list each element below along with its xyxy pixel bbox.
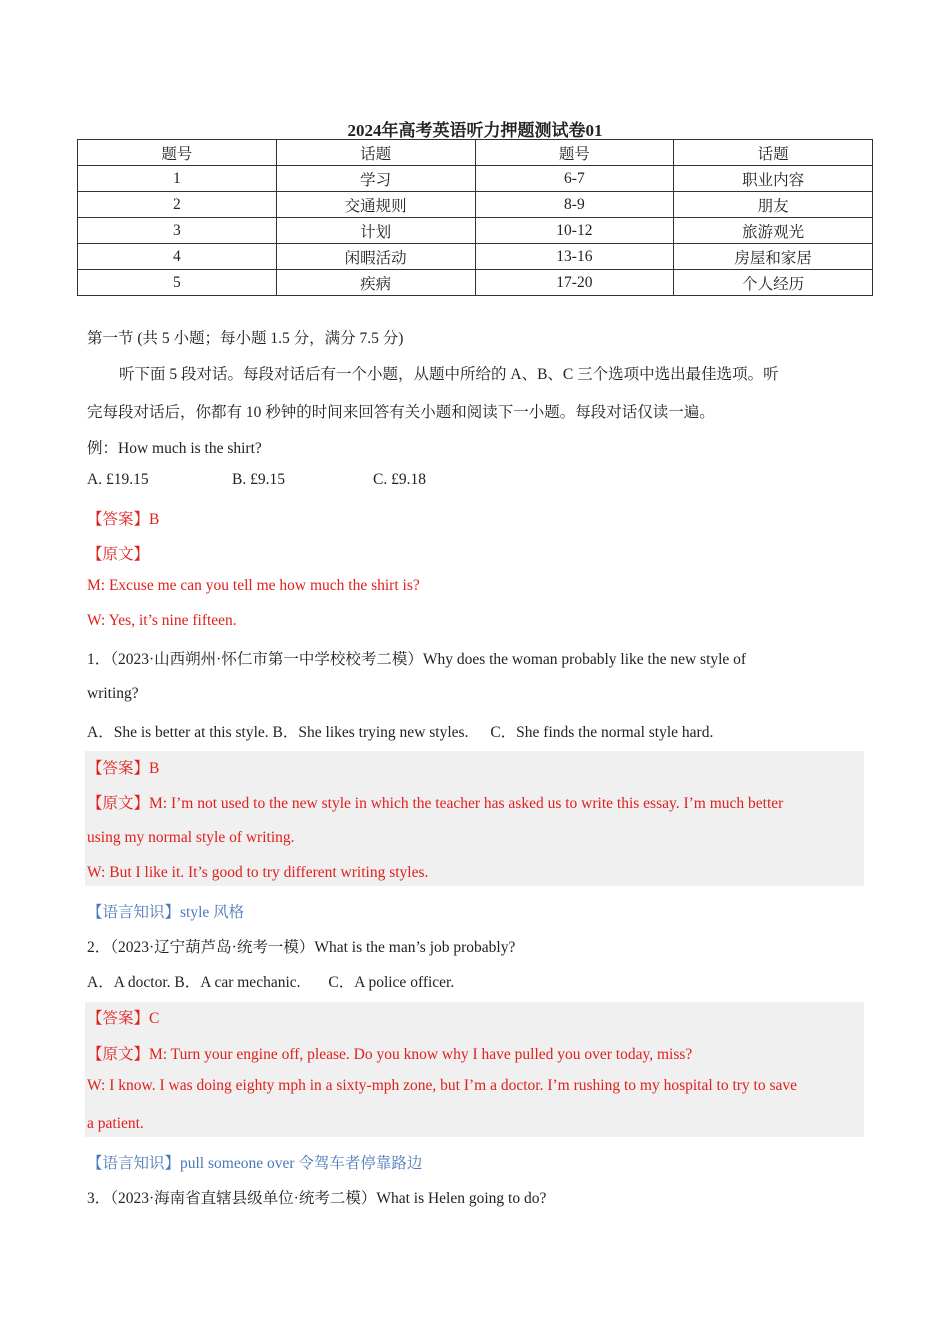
- table-cell: 2: [78, 192, 277, 218]
- option-c: C．She finds the normal style hard.: [490, 724, 714, 741]
- question-2-options: [87, 970, 454, 992]
- example-options: [87, 471, 426, 489]
- example-question: 例：How much is the shirt?: [87, 440, 262, 457]
- option-c: C. £9.18: [373, 471, 426, 488]
- question-2-knowledge: 【语言知识】pull someone over 令驾车者停靠路边: [87, 1155, 423, 1172]
- option-b: B. £9.15: [232, 471, 285, 488]
- table-cell: 17-20: [475, 270, 674, 296]
- table-row: [78, 166, 873, 192]
- question-1-stem: 1．（2023·山西朔州·怀仁市第一中学校校考二模）Why does the woman probably like the new style of: [87, 651, 747, 668]
- example-transcript-label: 【原文】: [87, 546, 150, 563]
- topic-table: [77, 139, 873, 296]
- question-1-transcript: 【原文】M: I’m not used to the new style in which the teacher has asked us to write this essay. I’m much better: [87, 795, 784, 812]
- table-header-cell: 话题: [276, 140, 475, 166]
- example-transcript-w: W: Yes, it’s nine fifteen.: [87, 612, 237, 629]
- option-a: A. £19.15: [87, 471, 149, 488]
- table-cell: 8-9: [475, 192, 674, 218]
- question-2-transcript: 【原文】M: Turn your engine off, please. Do you know why I have pulled you over today, miss?: [87, 1046, 693, 1063]
- question-1-options: [87, 720, 713, 742]
- question-2-transcript-w: W: I know. I was doing eighty mph in a sixty-mph zone, but I’m a doctor. I’m rushing to my hospital to try to save: [87, 1077, 798, 1094]
- table-cell: 朋友: [674, 192, 873, 218]
- table-cell: 4: [78, 244, 277, 270]
- table-row: [78, 244, 873, 270]
- table-cell: 学习: [276, 166, 475, 192]
- question-2-stem: 2．（2023·辽宁葫芦岛·统考一模）What is the man’s job probably?: [87, 939, 516, 956]
- option-c: C．A police officer.: [328, 974, 455, 991]
- page-title: 2024年高考英语听力押题测试卷01: [347, 121, 603, 140]
- example-transcript-m: M: Excuse me can you tell me how much the shirt is?: [87, 577, 420, 594]
- table-cell: 13-16: [475, 244, 674, 270]
- instruction-line: 听下面 5 段对话。每段对话后有一个小题，从题中所给的 A、B、C 三个选项中选出最佳选项。听: [119, 366, 779, 383]
- question-1-transcript-w: W: But I like it. It’s good to try different writing styles.: [87, 864, 429, 881]
- table-cell: 10-12: [475, 218, 674, 244]
- question-1-knowledge: 【语言知识】style 风格: [87, 904, 245, 921]
- table-header-cell: 话题: [674, 140, 873, 166]
- table-cell: 疾病: [276, 270, 475, 296]
- table-cell: 计划: [276, 218, 475, 244]
- example-answer: 【答案】B: [87, 511, 160, 528]
- option-a: A．A doctor.: [87, 974, 171, 991]
- table-cell: 个人经历: [674, 270, 873, 296]
- option-b: B．She likes trying new styles.: [272, 724, 469, 741]
- table-row: [78, 218, 873, 244]
- instruction-line: 完每段对话后，你都有 10 秒钟的时间来回答有关小题和阅读下一小题。每段对话仅读一遍。: [87, 404, 715, 421]
- table-cell: 5: [78, 270, 277, 296]
- table-header-cell: 题号: [475, 140, 674, 166]
- table-cell: 职业内容: [674, 166, 873, 192]
- table-cell: 1: [78, 166, 277, 192]
- table-row: [78, 270, 873, 296]
- question-2-answer: 【答案】C: [87, 1010, 160, 1027]
- question-2-transcript-cont: a patient.: [87, 1115, 144, 1132]
- option-a: A．She is better at this style.: [87, 724, 269, 741]
- table-row: [78, 192, 873, 218]
- table-cell: 闲暇活动: [276, 244, 475, 270]
- table-cell: 3: [78, 218, 277, 244]
- question-3-stem: 3．（2023·海南省直辖县级单位·统考二模）What is Helen going to do?: [87, 1190, 547, 1207]
- table-cell: 旅游观光: [674, 218, 873, 244]
- table-header-row: [78, 140, 873, 166]
- option-b: B．A car mechanic.: [174, 974, 301, 991]
- table-header-cell: 题号: [78, 140, 277, 166]
- table-cell: 房屋和家居: [674, 244, 873, 270]
- question-1-answer: 【答案】B: [87, 760, 160, 777]
- section-heading: 第一节 (共 5 小题；每小题 1.5 分，满分 7.5 分): [87, 330, 404, 347]
- question-1-transcript-cont: using my normal style of writing.: [87, 829, 295, 846]
- answer-block-shade: [85, 1002, 864, 1137]
- table-cell: 交通规则: [276, 192, 475, 218]
- table-cell: 6-7: [475, 166, 674, 192]
- question-1-stem-cont: writing?: [87, 685, 139, 702]
